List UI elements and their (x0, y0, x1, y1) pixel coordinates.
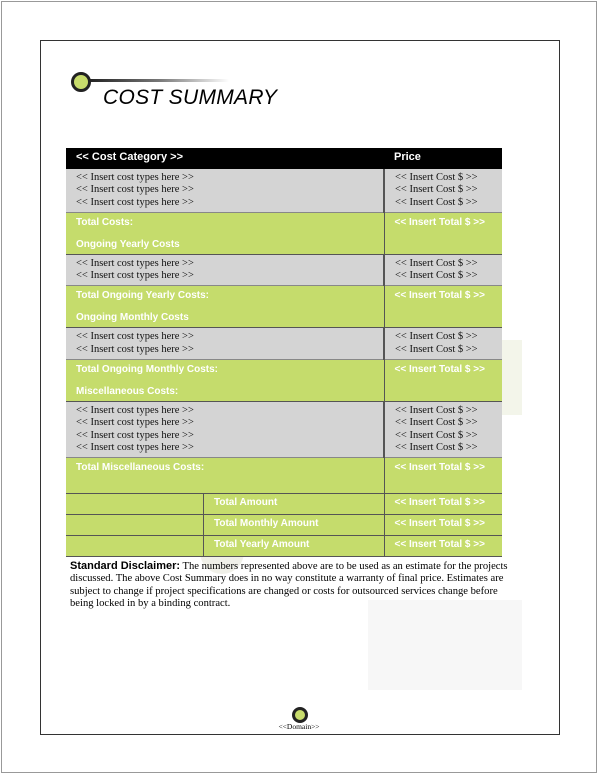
cost-prices-cell (384, 328, 502, 360)
summary-label: Total Monthly Amount (214, 518, 319, 530)
section-total-label: Total Ongoing Yearly Costs: (76, 290, 209, 302)
cost-summary-table (66, 148, 502, 557)
cost-price-item: << Insert Cost $ >> (395, 343, 478, 355)
section-total-row (66, 286, 502, 328)
disclaimer (70, 560, 518, 611)
section-total-value: << Insert Total $ >> (394, 290, 485, 302)
cost-price-item: << Insert Cost $ >> (395, 172, 478, 183)
summary-blank-cell (66, 536, 204, 556)
cost-type-item: << Insert cost types here >> (76, 405, 194, 417)
section-heading: Ongoing Yearly Costs (76, 238, 180, 250)
cost-price-item: << Insert Cost $ >> (395, 417, 478, 429)
cost-items-cell (66, 328, 384, 360)
section-total-value-cell (384, 360, 502, 402)
section-total-value: << Insert Total $ >> (394, 364, 485, 376)
summary-value: << Insert Total $ >> (384, 494, 502, 515)
cost-prices-cell (384, 402, 502, 458)
cost-type-item: << Insert cost types here >> (76, 257, 194, 269)
cost-items-cell (66, 402, 384, 458)
summary-blank-cell (66, 494, 204, 514)
summary-value: << Insert Total $ >> (384, 536, 502, 557)
decorative-panel (500, 340, 522, 415)
summary-label: Total Yearly Amount (214, 539, 310, 551)
cost-items-cell (66, 254, 384, 286)
summary-left-cell (66, 536, 384, 557)
cost-type-item: << Insert cost types here >> (76, 429, 194, 441)
cost-prices-cell (384, 169, 502, 212)
section-total-value: << Insert Total $ >> (394, 462, 485, 474)
cost-type-item: << Insert cost types here >> (76, 343, 194, 355)
cost-items-row (66, 254, 502, 286)
summary-label: Total Amount (214, 497, 278, 509)
section-total-value-cell (384, 286, 502, 328)
cost-price-item: << Insert Cost $ >> (395, 441, 478, 453)
cost-type-item: << Insert cost types here >> (76, 331, 194, 343)
section-total-cell (66, 286, 384, 328)
section-total-label: Total Costs: (76, 216, 134, 228)
summary-left-cell (66, 515, 384, 536)
cost-type-item: << Insert cost types here >> (76, 172, 194, 183)
header-price: Price (384, 148, 502, 169)
cost-price-item: << Insert Cost $ >> (395, 331, 478, 343)
cost-price-item: << Insert Cost $ >> (395, 257, 478, 269)
cost-type-item: << Insert cost types here >> (76, 196, 194, 208)
cost-type-item: << Insert cost types here >> (76, 441, 194, 453)
header-category: << Cost Category >> (66, 148, 384, 169)
section-total-value-cell (384, 458, 502, 494)
summary-value: << Insert Total $ >> (384, 515, 502, 536)
section-total-cell (66, 212, 384, 254)
cost-prices-cell (384, 254, 502, 286)
footer-domain: <<Domain>> (278, 722, 320, 731)
section-total-row (66, 212, 502, 254)
summary-row (66, 494, 502, 515)
cost-price-item: << Insert Cost $ >> (395, 429, 478, 441)
section-total-cell (66, 360, 384, 402)
logo-line (89, 79, 229, 82)
table-header-row (66, 148, 502, 169)
page-title: COST SUMMARY (103, 86, 278, 109)
section-total-label: Total Miscellaneous Costs: (76, 462, 205, 474)
summary-row (66, 515, 502, 536)
cost-items-row (66, 328, 502, 360)
logo-ring-icon (71, 72, 91, 92)
summary-blank-cell (66, 515, 204, 535)
summary-left-cell (66, 494, 384, 515)
cost-price-item: << Insert Cost $ >> (395, 184, 478, 196)
cost-items-row (66, 402, 502, 458)
cost-items-row (66, 169, 502, 212)
cost-type-item: << Insert cost types here >> (76, 184, 194, 196)
disclaimer-heading: Standard Disclaimer: (70, 560, 181, 572)
footer-ring-icon (292, 707, 308, 723)
cost-type-item: << Insert cost types here >> (76, 270, 194, 282)
section-total-value-cell (384, 212, 502, 254)
cost-items-cell (66, 169, 384, 212)
section-heading: Miscellaneous Costs: (76, 386, 179, 398)
section-total-cell (66, 458, 384, 494)
cost-price-item: << Insert Cost $ >> (395, 405, 478, 417)
disclaimer-text: The numbers represented above are to be used as an estimate for the projects discussed. The above Cost Summary does in no way constitute a warranty of final price. Estimates are subject to change if project specifications are changed or costs for outsourced services change before being locked in by a binding contract. (70, 561, 508, 610)
decorative-box (368, 600, 522, 690)
section-total-row (66, 360, 502, 402)
section-total-value: << Insert Total $ >> (394, 216, 485, 228)
section-heading: Ongoing Monthly Costs (76, 312, 189, 324)
cost-price-item: << Insert Cost $ >> (395, 270, 478, 282)
summary-row (66, 536, 502, 557)
cost-price-item: << Insert Cost $ >> (395, 196, 478, 208)
cost-type-item: << Insert cost types here >> (76, 417, 194, 429)
section-total-label: Total Ongoing Monthly Costs: (76, 364, 219, 376)
section-total-row (66, 458, 502, 494)
